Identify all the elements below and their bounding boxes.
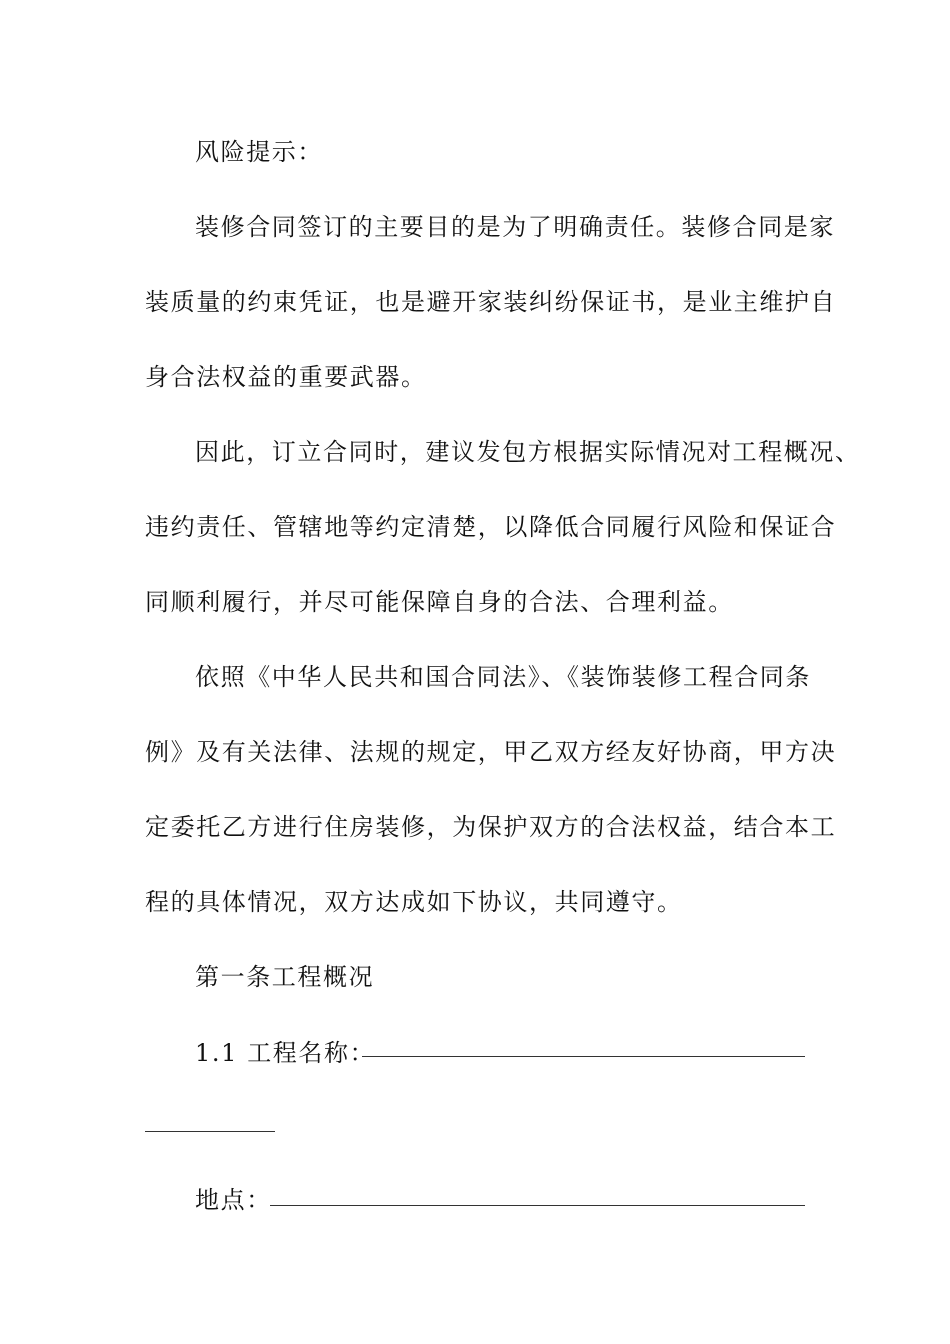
risk-heading: 风险提示： — [195, 138, 323, 166]
project-name-blank — [362, 1056, 805, 1057]
paragraph-line: 例》及有关法律、法规的规定，甲乙双方经友好协商，甲方决 — [145, 738, 837, 766]
paragraph-line: 程的具体情况，双方达成如下协议，共同遵守。 — [145, 888, 683, 916]
article-title: 第一条工程概况 — [195, 963, 375, 991]
paragraph-line: 装修合同签订的主要目的是为了明确责任。装修合同是家 — [195, 213, 835, 241]
paragraph-line: 依照《中华人民共和国合同法》、《装饰装修工程合同条 — [195, 663, 811, 691]
paragraph-line: 同顺利履行，并尽可能保障自身的合法、合理利益。 — [145, 588, 734, 616]
paragraph-line: 装质量的约束凭证，也是避开家装纠纷保证书，是业主维护自 — [145, 288, 837, 316]
paragraph-line: 身合法权益的重要武器。 — [145, 363, 427, 391]
paragraph-line: 定委托乙方进行住房装修，为保护双方的合法权益，结合本工 — [145, 813, 837, 841]
project-name-label: 1.1 工程名称： — [195, 1039, 376, 1067]
project-name-blank-continued — [145, 1131, 275, 1132]
paragraph-line: 违约责任、管辖地等约定清楚，以降低合同履行风险和保证合 — [145, 513, 837, 541]
location-blank — [270, 1205, 805, 1206]
location-label: 地点： — [195, 1186, 272, 1214]
paragraph-line: 因此，订立合同时，建议发包方根据实际情况对工程概况、 — [195, 438, 861, 466]
